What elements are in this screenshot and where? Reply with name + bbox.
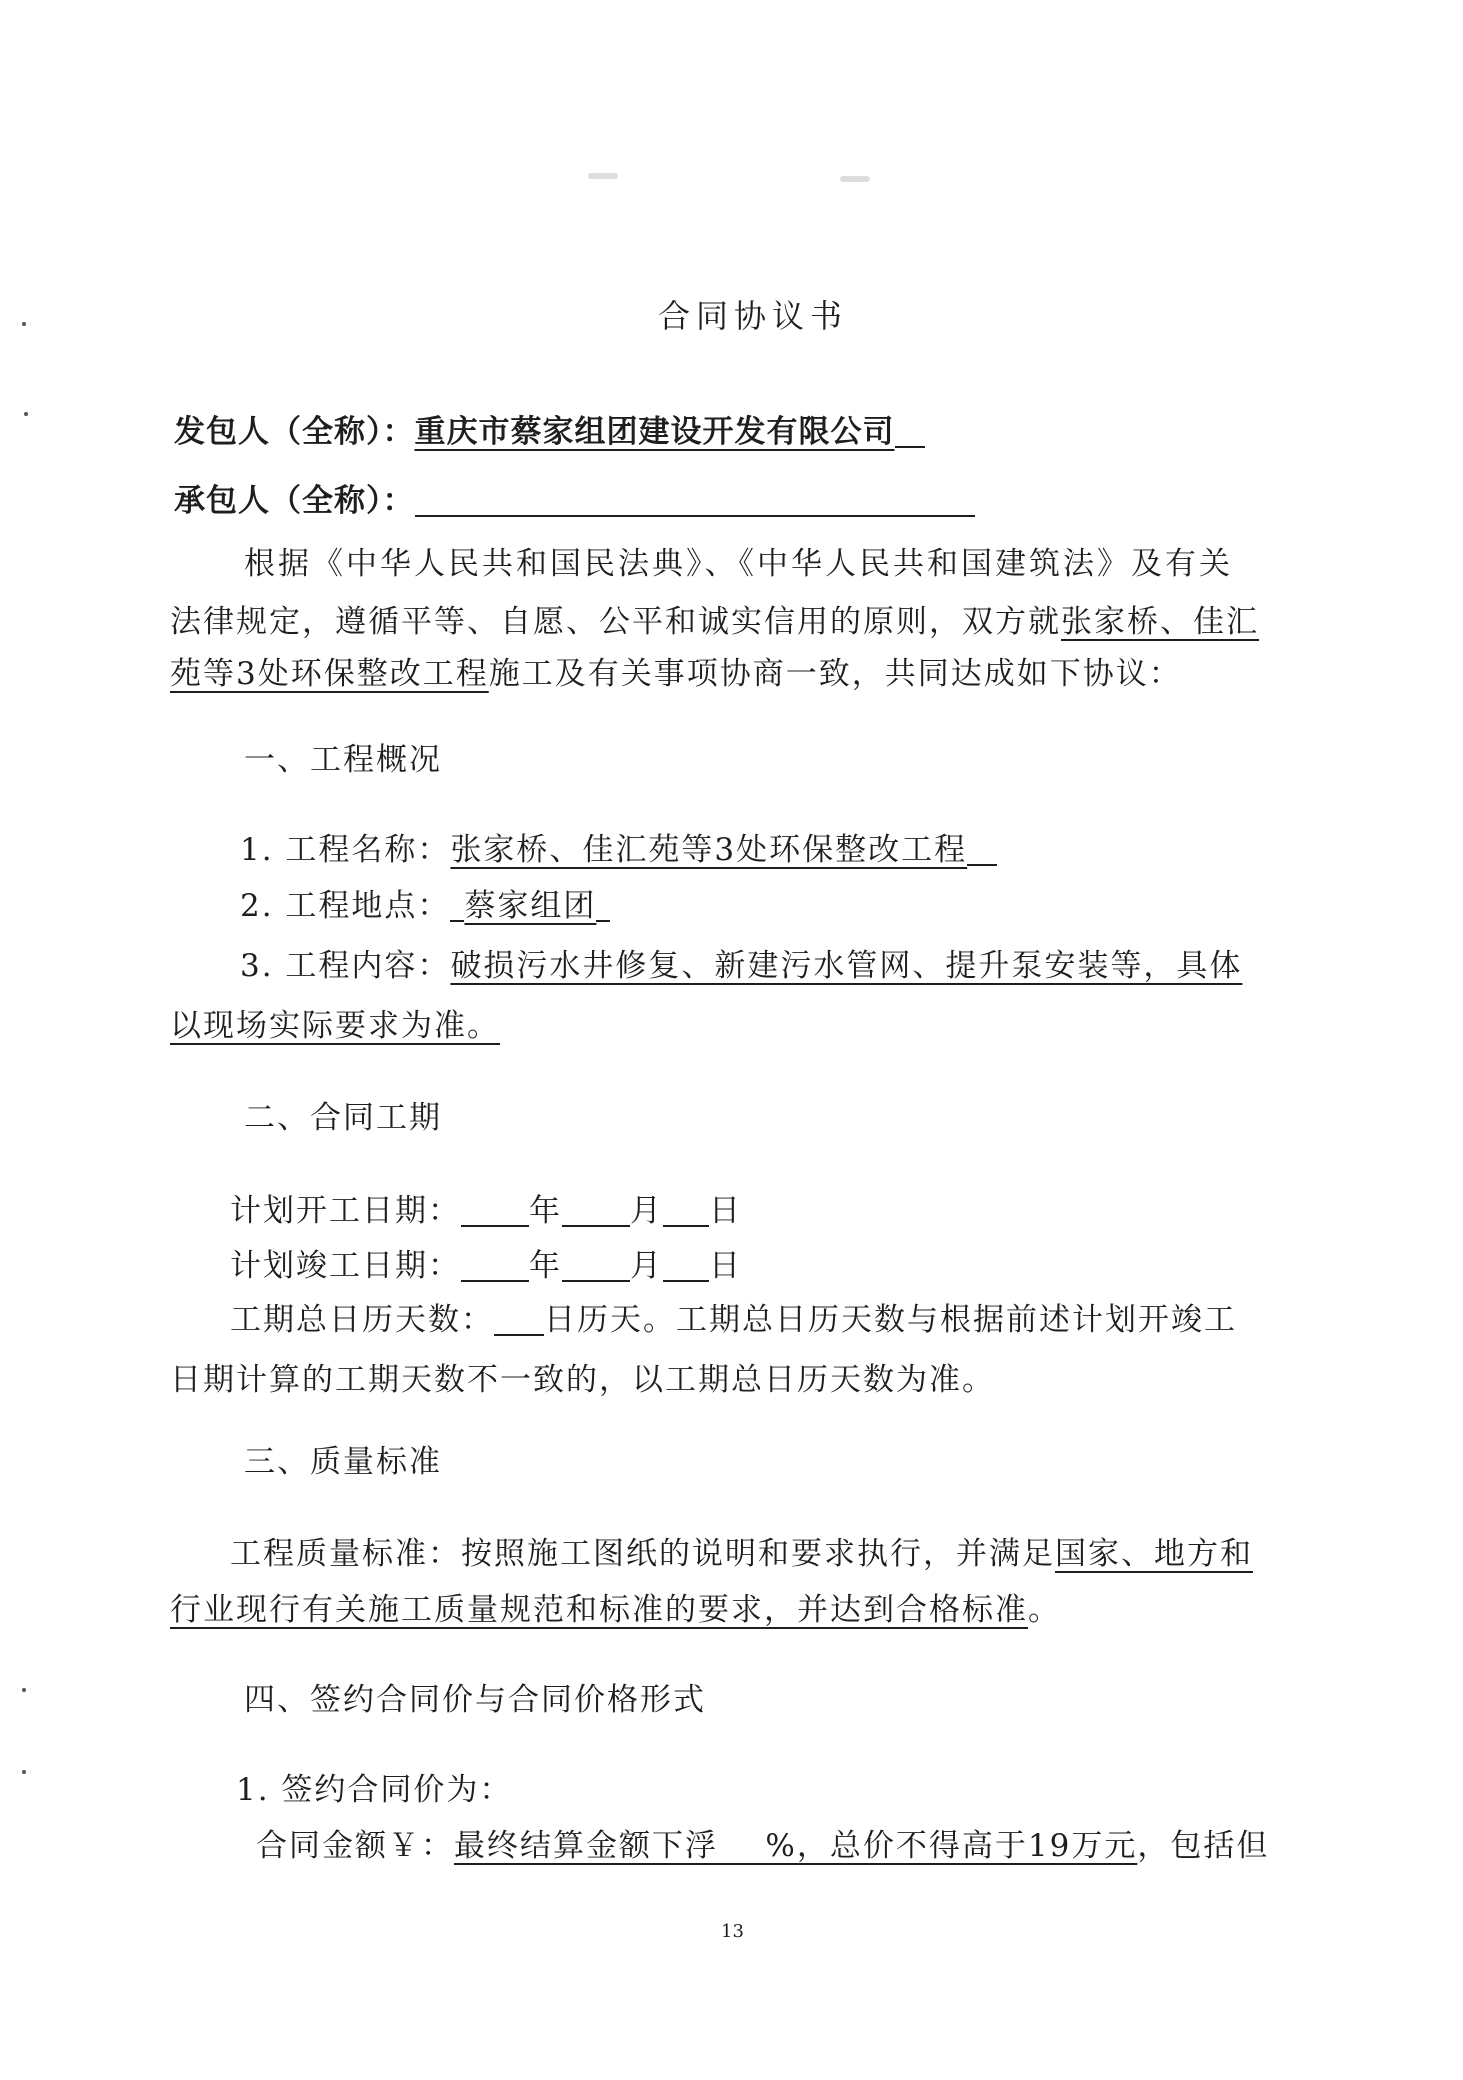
project-name-value: 张家桥、佳汇苑等3处环保整改工程 <box>450 832 968 868</box>
project-content-value-cont: 以现场实际要求为准。 <box>170 1008 500 1044</box>
day-label: 日 <box>709 1248 742 1284</box>
project-site-label: 2. 工程地点： <box>240 888 451 924</box>
section-heading-1: 一、工程概况 <box>244 742 442 778</box>
month-label: 月 <box>630 1248 663 1284</box>
contractor-blank <box>415 485 975 517</box>
total-days-row <box>230 1298 1237 1342</box>
finish-month-blank <box>562 1250 630 1282</box>
planned-finish-label: 计划竣工日期： <box>230 1248 461 1284</box>
quality-standard-inline-cont: 行业现行有关施工质量规范和标准的要求，并达到合格标准 <box>170 1592 1028 1628</box>
contract-amount-value: 最终结算金额下浮 %，总价不得高于19万元 <box>454 1828 1138 1864</box>
scan-speck <box>22 1770 26 1774</box>
project-site-value: 蔡家组团 <box>464 888 597 924</box>
start-day-blank <box>663 1195 709 1227</box>
planned-finish-row <box>230 1244 742 1288</box>
total-days-blank <box>494 1304 544 1336</box>
scan-mark <box>588 173 618 179</box>
site-underline-tail <box>596 890 610 922</box>
planned-start-label: 计划开工日期： <box>230 1193 461 1229</box>
preamble-line-2 <box>170 600 1259 644</box>
scan-speck <box>22 1688 26 1692</box>
document-title: 合同协议书 <box>658 297 849 335</box>
section-heading-2: 二、合同工期 <box>244 1100 442 1136</box>
contract-amount-row <box>256 1824 1269 1868</box>
finish-day-blank <box>663 1250 709 1282</box>
contract-amount-label: 合同金额￥： <box>256 1828 454 1864</box>
total-days-row-2: 日期计算的工期天数不一致的，以工期总日历天数为准。 <box>170 1362 995 1398</box>
contractor-line <box>174 479 975 523</box>
finish-year-blank <box>461 1250 529 1282</box>
month-label: 月 <box>630 1193 663 1229</box>
quality-period: 。 <box>1028 1592 1061 1628</box>
preamble-line-3 <box>170 652 1182 696</box>
planned-start-row <box>230 1189 742 1233</box>
quality-row-1 <box>230 1532 1253 1576</box>
employer-underline-tail <box>895 416 925 448</box>
project-name-inline: 张家桥、佳汇 <box>1061 604 1259 640</box>
quality-row-2 <box>170 1588 1061 1632</box>
employer-line <box>174 410 925 454</box>
scan-mark <box>840 176 870 182</box>
scan-speck <box>22 322 26 326</box>
year-label: 年 <box>529 1248 562 1284</box>
contractor-label: 承包人（全称）： <box>174 483 415 519</box>
preamble-text-end: 施工及有关事项协商一致，共同达成如下协议： <box>488 656 1182 692</box>
section-heading-4: 四、签约合同价与合同价格形式 <box>244 1682 706 1718</box>
year-label: 年 <box>529 1193 562 1229</box>
project-site-row <box>240 884 610 928</box>
site-underline-lead <box>450 890 464 922</box>
start-month-blank <box>562 1195 630 1227</box>
total-days-text: 日历天。工期总日历天数与根据前述计划开竣工 <box>544 1302 1237 1338</box>
employer-label: 发包人（全称）： <box>174 414 415 450</box>
section-heading-3: 三、质量标准 <box>244 1444 442 1480</box>
project-content-row-2 <box>170 1004 500 1048</box>
project-name-inline-cont: 苑等3处环保整改工程 <box>170 656 489 692</box>
preamble-line-1: 根据《中华人民共和国民法典》、《中华人民共和国建筑法》及有关 <box>244 546 1233 582</box>
employer-value: 重庆市蔡家组团建设开发有限公司 <box>414 414 895 450</box>
start-year-blank <box>461 1195 529 1227</box>
total-days-label: 工期总日历天数： <box>230 1302 494 1338</box>
contract-price-item: 1. 签约合同价为： <box>236 1772 513 1808</box>
project-name-underline-tail <box>967 834 997 866</box>
project-content-label: 3. 工程内容： <box>240 948 451 984</box>
contract-amount-end: ，包括但 <box>1137 1828 1270 1864</box>
quality-standard-inline: 国家、地方和 <box>1055 1536 1253 1572</box>
quality-text: 工程质量标准：按照施工图纸的说明和要求执行，并满足 <box>230 1536 1055 1572</box>
preamble-text: 法律规定，遵循平等、自愿、公平和诚实信用的原则，双方就 <box>170 604 1061 640</box>
day-label: 日 <box>709 1193 742 1229</box>
project-content-row <box>240 944 1242 988</box>
page-number: 13 <box>721 1921 744 1942</box>
scan-speck <box>24 412 28 416</box>
project-name-row <box>240 828 997 872</box>
project-content-value: 破损污水井修复、新建污水管网、提升泵安装等，具体 <box>450 948 1243 984</box>
project-name-label: 1. 工程名称： <box>240 832 451 868</box>
